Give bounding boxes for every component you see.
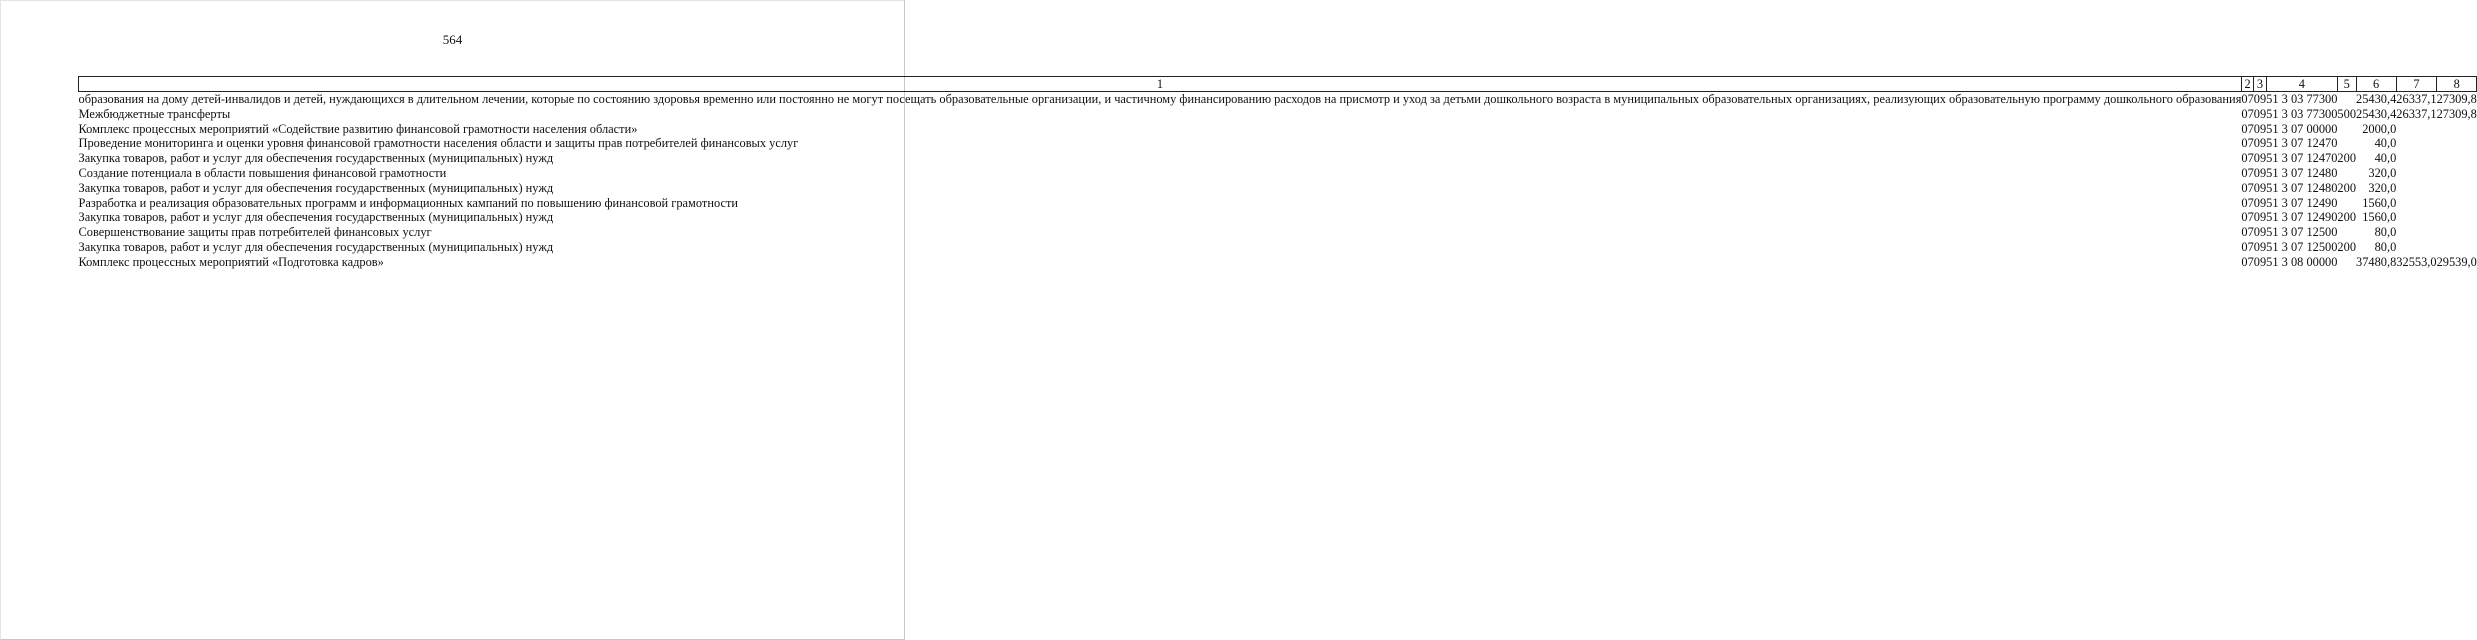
expense-type-code (2337, 136, 2356, 151)
col-header-2: 2 (2241, 77, 2253, 92)
target-article-code: 51 3 07 12480 (2266, 165, 2338, 180)
amount-col-6: 80,0 (2374, 225, 2397, 240)
amount-col-6: 320,0 (2368, 165, 2397, 180)
expense-name: образования на дому детей-инвалидов и детей, нуждающихся в длительном лечении, которые по состоянию здоровья временно или постоянно не могут посещать образовательные организации, и частичному финансированию расходов на присмотр и уход за детьми дошкольного возраста в муниципальных образовательных организациях, реализующих образовательную программу дошкольного образования (78, 92, 2242, 106)
table-row (79, 210, 2477, 225)
amount-col-8 (2437, 122, 2477, 137)
target-article-code: 51 3 03 77300 (2266, 92, 2338, 106)
amount-col-8 (2437, 181, 2477, 196)
expense-type-code: 200 (2337, 210, 2357, 225)
expense-type-code (2337, 92, 2356, 107)
expense-type-code (2337, 122, 2356, 137)
target-article-code: 51 3 07 12490 (2266, 210, 2338, 225)
amount-col-6: 80,0 (2374, 239, 2397, 254)
amount-col-7 (2396, 122, 2436, 137)
col-header-1: 1 (79, 77, 2242, 92)
amount-col-8 (2437, 225, 2477, 240)
expense-name: Закупка товаров, работ и услуг для обеспечения государственных (муниципальных) нужд (78, 180, 554, 195)
col-header-8: 8 (2437, 77, 2477, 92)
amount-col-7: 26337,1 (2396, 92, 2437, 106)
amount-col-6: 1560,0 (2362, 210, 2397, 225)
amount-col-8: 27309,8 (2436, 92, 2477, 106)
expense-type-code: 200 (2337, 180, 2357, 195)
amount-col-7 (2396, 151, 2436, 166)
amount-col-6: 40,0 (2374, 136, 2397, 151)
expense-type-code (2337, 166, 2356, 181)
expense-name: Закупка товаров, работ и услуг для обеспечения государственных (муниципальных) нужд (78, 151, 554, 166)
section-code: 07 (2241, 106, 2254, 121)
expense-name: Разработка и реализация образовательных программ и информационных кампаний по повышению финансовой грамотности (78, 195, 739, 210)
section-code: 07 (2241, 92, 2254, 106)
amount-col-7 (2396, 210, 2436, 225)
target-article-code: 51 3 07 12500 (2266, 225, 2338, 240)
subsection-code: 09 (2253, 106, 2267, 121)
amount-col-6: 2000,0 (2362, 121, 2397, 136)
section-code: 07 (2241, 239, 2254, 254)
expense-type-code: 200 (2337, 151, 2357, 166)
table-row (79, 225, 2477, 240)
amount-col-6: 25430,4 (2356, 92, 2397, 106)
table-row (79, 181, 2477, 196)
amount-col-6: 25430,4 (2356, 106, 2397, 121)
expense-type-code (2337, 196, 2356, 211)
subsection-code: 09 (2253, 165, 2267, 180)
section-code: 07 (2241, 180, 2254, 195)
subsection-code: 09 (2253, 210, 2267, 225)
expense-name: Межбюджетные трансферты (78, 106, 231, 121)
subsection-code: 09 (2253, 195, 2267, 210)
col-header-6: 6 (2356, 77, 2396, 92)
section-code: 07 (2241, 136, 2254, 151)
subsection-code: 09 (2253, 180, 2267, 195)
amount-col-6: 40,0 (2374, 151, 2397, 166)
section-code: 07 (2241, 254, 2254, 269)
expense-name: Проведение мониторинга и оценки уровня финансовой грамотности населения области и защиты прав потребителей финансовых услуг (78, 136, 799, 151)
table-row (79, 196, 2477, 211)
expense-name: Закупка товаров, работ и услуг для обеспечения государственных (муниципальных) нужд (78, 210, 554, 225)
amount-col-6: 1560,0 (2362, 195, 2397, 210)
section-code: 07 (2241, 210, 2254, 225)
table-row (79, 240, 2477, 255)
expense-name: Создание потенциала в области повышения финансовой грамотности (78, 165, 447, 180)
section-code: 07 (2241, 165, 2254, 180)
expense-type-code: 500 (2337, 106, 2357, 121)
subsection-code: 09 (2253, 136, 2267, 151)
col-header-7: 7 (2396, 77, 2436, 92)
target-article-code: 51 3 07 12480 (2266, 180, 2338, 195)
expense-name: Комплекс процессных мероприятий «Подготовка кадров» (78, 254, 384, 269)
amount-col-8 (2437, 210, 2477, 225)
amount-col-8 (2437, 166, 2477, 181)
table-row (79, 255, 2477, 270)
section-code: 07 (2241, 151, 2254, 166)
amount-col-8 (2437, 136, 2477, 151)
table-row (79, 92, 2477, 107)
amount-col-7: 26337,1 (2396, 106, 2437, 121)
target-article-code: 51 3 07 00000 (2266, 121, 2338, 136)
target-article-code: 51 3 07 12490 (2266, 195, 2338, 210)
table-row (79, 166, 2477, 181)
target-article-code: 51 3 03 77300 (2266, 106, 2338, 121)
table-row (79, 122, 2477, 137)
amount-col-6: 320,0 (2368, 180, 2397, 195)
subsection-code: 09 (2253, 121, 2267, 136)
expense-type-code (2337, 225, 2356, 240)
amount-col-6: 37480,8 (2356, 254, 2397, 269)
section-code: 07 (2241, 195, 2254, 210)
subsection-code: 09 (2253, 92, 2267, 106)
table-row (79, 136, 2477, 151)
col-header-5: 5 (2337, 77, 2356, 92)
expense-type-code: 200 (2337, 239, 2357, 254)
target-article-code: 51 3 07 12500 (2266, 239, 2338, 254)
amount-col-7 (2396, 166, 2436, 181)
table-row (79, 151, 2477, 166)
subsection-code: 09 (2253, 254, 2267, 269)
page-number: 564 (442, 32, 463, 47)
section-code: 07 (2241, 121, 2254, 136)
amount-col-8 (2437, 151, 2477, 166)
column-number-header (79, 77, 2477, 92)
subsection-code: 09 (2253, 225, 2267, 240)
expense-name: Совершенствование защиты прав потребителей финансовых услуг (78, 225, 432, 240)
subsection-code: 09 (2253, 239, 2267, 254)
amount-col-8: 27309,8 (2436, 106, 2477, 121)
expense-name: Закупка товаров, работ и услуг для обеспечения государственных (муниципальных) нужд (78, 239, 554, 254)
table-row (79, 107, 2477, 122)
amount-col-7 (2396, 181, 2436, 196)
amount-col-8 (2437, 196, 2477, 211)
expense-name: Комплекс процессных мероприятий «Содействие развитию финансовой грамотности населения области» (78, 121, 638, 136)
amount-col-7 (2396, 196, 2436, 211)
amount-col-7 (2396, 136, 2436, 151)
expense-type-code (2337, 255, 2356, 270)
subsection-code: 09 (2253, 151, 2267, 166)
amount-col-7 (2396, 240, 2436, 255)
target-article-code: 51 3 07 12470 (2266, 136, 2338, 151)
amount-col-7 (2396, 225, 2436, 240)
amount-col-7: 32553,0 (2396, 254, 2437, 269)
section-code: 07 (2241, 225, 2254, 240)
target-article-code: 51 3 07 12470 (2266, 151, 2338, 166)
budget-table (78, 76, 2477, 270)
col-header-4: 4 (2266, 77, 2337, 92)
amount-col-8 (2437, 240, 2477, 255)
amount-col-8: 29539,0 (2436, 254, 2477, 269)
target-article-code: 51 3 08 00000 (2266, 254, 2338, 269)
col-header-3: 3 (2254, 77, 2266, 92)
